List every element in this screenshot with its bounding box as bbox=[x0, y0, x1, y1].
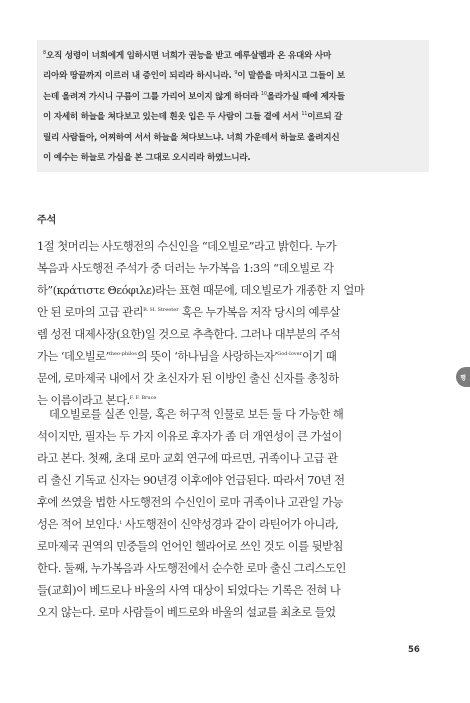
scripture-line bbox=[43, 46, 423, 66]
text-segment: 가는 ‘데오빌로’ bbox=[37, 350, 109, 363]
verse-text: 는데 올려져 가시니 구름이 그를 가리어 보이지 않게 하더라 bbox=[43, 91, 261, 102]
text-segment: 혹은 누가복음 저작 당시의 예루살 bbox=[178, 306, 340, 319]
text-line bbox=[37, 514, 432, 536]
page-number: 56 bbox=[408, 645, 420, 655]
text-line: 데오빌로를 실존 인물, 혹은 허구적 인물로 보든 둘 다 가능한 해 bbox=[49, 408, 344, 421]
text-line: 로마제국 권역의 민중들의 언어인 헬라어로 쓰인 것도 이를 뒷받침 bbox=[37, 540, 343, 553]
verse-text: 이르되 갈 bbox=[307, 112, 343, 123]
citation-note: F. F. Bruce bbox=[129, 395, 157, 401]
text-segment: 안 된 로마의 고급 관리 bbox=[37, 306, 144, 319]
text-line: 라고 본다. 첫째, 초대 로마 교회 연구에 따르면, 귀족이나 고급 관 bbox=[37, 452, 338, 465]
verse-number: 10 bbox=[260, 90, 267, 97]
text-line: 한다. 둘째, 누가복음과 사도행전에서 순수한 로마 출신 그리스도인 bbox=[37, 562, 346, 575]
scripture-line bbox=[43, 87, 423, 107]
verse-number: 11 bbox=[301, 111, 308, 118]
text-segment: 성은 적어 보인다. bbox=[37, 518, 120, 531]
verse-number: 8 bbox=[43, 50, 46, 56]
citation-note: B. H. Streeter bbox=[143, 307, 179, 313]
commentary-paragraph bbox=[37, 236, 432, 412]
verse-text: 이 자세히 하늘을 쳐다보고 있는데 흰옷 입은 두 사람이 그들 곁에 서서 bbox=[43, 112, 302, 123]
scripture-passage bbox=[37, 40, 429, 172]
text-line: 오지 않는다. 로마 사람들이 베드로와 바울의 설교를 최초로 들었 bbox=[37, 606, 336, 619]
scripture-line bbox=[43, 128, 423, 148]
text-segment: 의 뜻이 ‘하나님을 사랑하는자’ bbox=[136, 350, 278, 363]
text-line: 복음과 사도행전 주석가 중 더러는 누가복음 1:3의 “데오빌로 각 bbox=[37, 262, 334, 275]
citation-note: God-lover bbox=[277, 351, 302, 357]
verse-text: 릴리 사람들아, 어찌하여 서서 하늘을 쳐다보느냐. 너희 가운데서 하늘로 올려지신 bbox=[43, 132, 340, 143]
text-segment: 는 이름이라고 본다. bbox=[37, 394, 130, 407]
text-line: 렘 성전 대제사장(요한)일 것으로 추측한다. 그러나 대부분의 주석 bbox=[37, 328, 341, 341]
scripture-line bbox=[43, 107, 423, 127]
text-line: 리 출신 기독교 신자는 90년경 이후에야 언급된다. 따라서 70년 전 bbox=[37, 474, 345, 487]
verse-text: 오직 성령이 너희에게 임하시면 너희가 권능을 받고 예루살렘과 온 유대와 사마 bbox=[45, 51, 332, 61]
verse-text: 리아와 땅끝까지 이르러 내 증인이 되리라 하시니라. bbox=[43, 71, 235, 82]
verse-text: 올라가실 때에 제자들 bbox=[266, 91, 345, 102]
text-line bbox=[37, 302, 432, 324]
scripture-line bbox=[43, 66, 423, 86]
text-line: 들(교회)이 베드로나 바울의 사역 대상이 되었다는 기록은 전혀 나 bbox=[37, 584, 341, 597]
scripture-line bbox=[43, 148, 423, 168]
citation-note: theo-philos bbox=[108, 351, 137, 357]
footnote-marker: 1 bbox=[119, 520, 122, 526]
verse-number: 9 bbox=[234, 70, 238, 77]
chapter-side-tab: 행 bbox=[456, 367, 470, 387]
text-line: 하”(κράτιστε Θεόφιλε)라는 표현 때문에, 데오빌로가 개종한 지 얼마 bbox=[37, 284, 365, 297]
commentary-heading: 주석 bbox=[37, 215, 57, 226]
text-line: 후에 쓰였을 법한 사도행전의 수신인이 로마 귀족이나 고관일 가능 bbox=[37, 496, 343, 509]
commentary-paragraph bbox=[37, 404, 432, 624]
verse-text: 이 예수는 하늘로 가심을 본 그대로 오시리라 하였느니라. bbox=[43, 153, 251, 164]
text-line bbox=[37, 346, 432, 368]
text-line: 1절 첫머리는 사도행전의 수신인을 “데오빌로”라고 밝힌다. 누가 bbox=[37, 240, 337, 253]
text-segment: 이기 때 bbox=[301, 350, 337, 363]
text-segment: 사도행전이 신약성경과 같이 라틴어가 아니라, bbox=[121, 518, 339, 531]
text-line: 석이지만, 필자는 두 가지 이유로 후자가 좀 더 개연성이 큰 가설이 bbox=[37, 430, 342, 443]
verse-text: 이 말씀을 마치시고 그들이 보 bbox=[237, 71, 345, 82]
text-line: 문에, 로마제국 내에서 갓 초신자가 된 이방인 출신 신자를 총칭하 bbox=[37, 372, 339, 385]
